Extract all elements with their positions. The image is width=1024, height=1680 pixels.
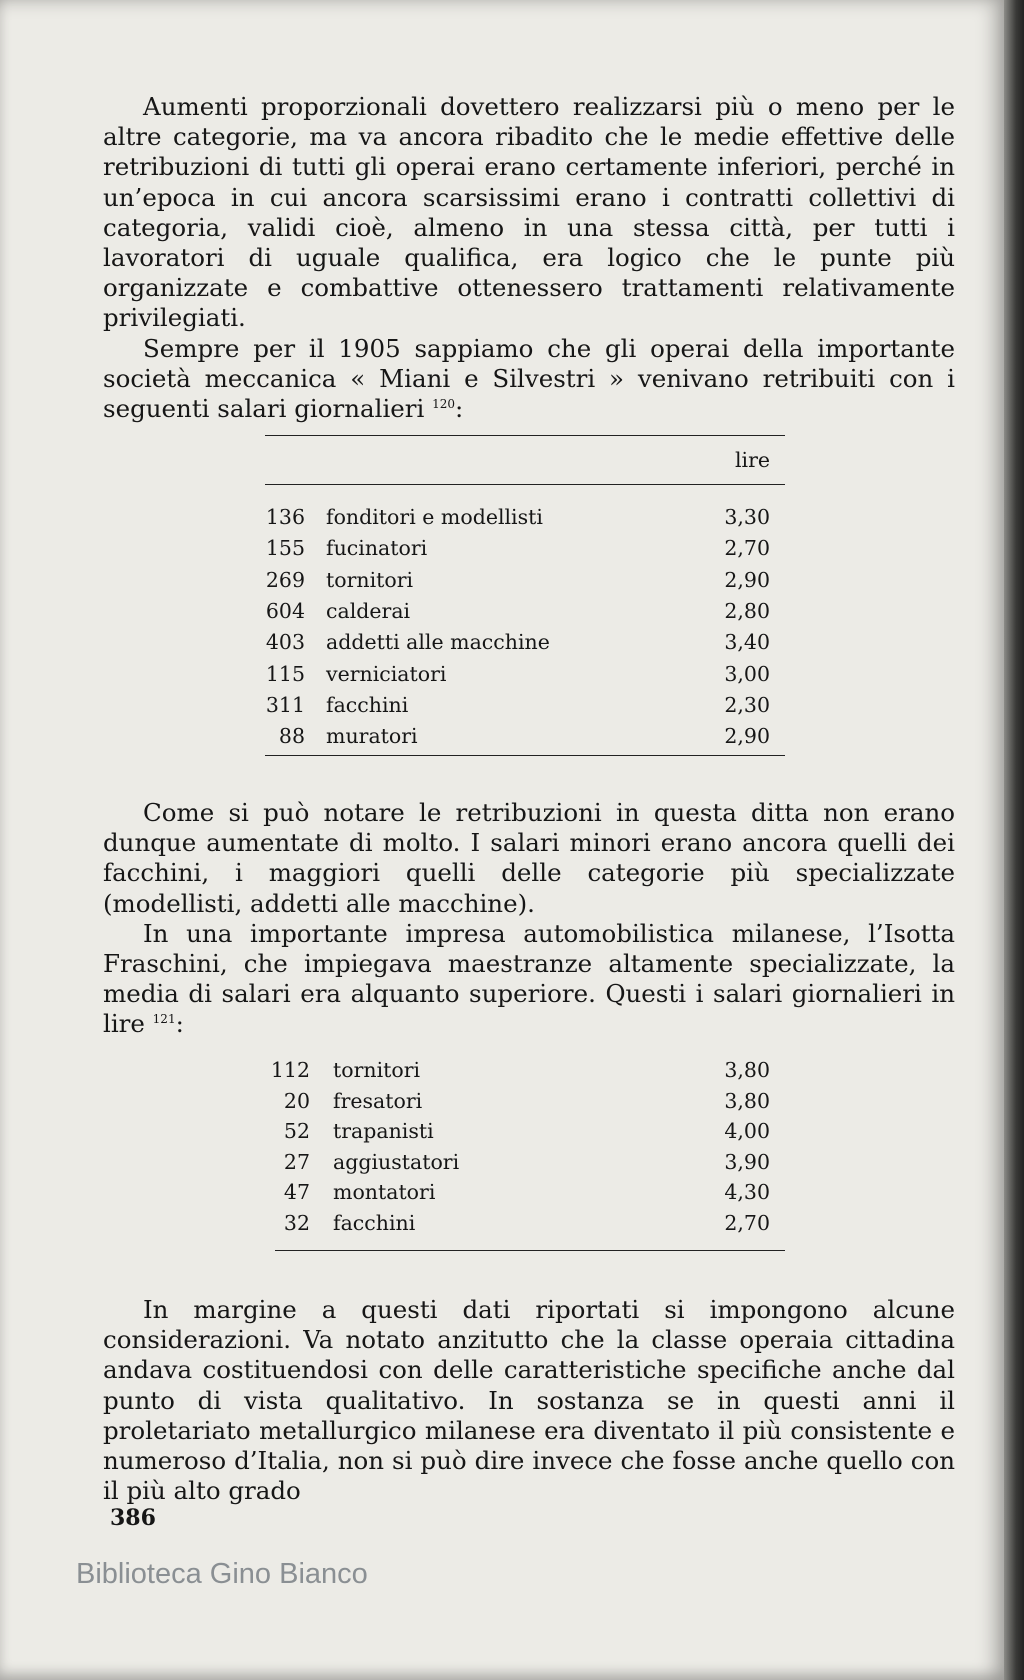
worker-count: 115: [265, 661, 305, 686]
table1-top-rule: [265, 435, 785, 436]
daily-wage: 2,70: [724, 536, 770, 561]
library-watermark: Biblioteca Gino Bianco: [76, 1558, 368, 1590]
worker-category: muratori: [326, 724, 418, 749]
paragraph-4: [103, 919, 955, 1040]
paragraph-5: In margine a questi dati riportati si impongono alcune considerazioni. Va notato anzitutto che la classe operaia cittadina andava costituendosi con delle caratteristiche specifiche anche dal punto di vista qualitativo. In sostanza se in questi anni il proletariato metallurgico milanese era diventato il più consistente e numeroso d’Italia, non si può dire invece che fosse anche quello con il più alto grado: [103, 1295, 955, 1506]
table1-header-lire: lire: [734, 448, 770, 472]
paragraph-1: Aumenti proporzionali dovettero realizzarsi più o meno per le altre categorie, ma va ancora ribadito che le medie effettive delle retribuzioni di tutti gli operai erano certamente inferiori, perché in un’epoca in cui ancora scarsissimi erano i contratti collettivi di categoria, validi cioè, almeno in una stessa città, per tutti i lavoratori di uguale qualifica, era logico che le punte più organizzate e combattive ottenessero trattamenti relativamente privilegiati.: [103, 92, 955, 333]
daily-wage: 4,00: [724, 1119, 770, 1143]
worker-count: 112: [270, 1058, 310, 1082]
worker-count: 403: [265, 630, 305, 655]
paragraph-2-end: :: [455, 394, 464, 424]
worker-category: fucinatori: [326, 536, 428, 561]
worker-count: 52: [283, 1119, 310, 1143]
worker-count: 27: [283, 1149, 310, 1174]
daily-wage: 3,30: [724, 505, 770, 529]
daily-wage: 2,70: [724, 1210, 770, 1235]
text-block-1: [103, 92, 955, 424]
worker-count: 155: [265, 536, 305, 561]
daily-wage: 2,30: [724, 692, 770, 717]
table1-header-rule: [265, 484, 785, 485]
text-block-3: [103, 1295, 955, 1506]
table1-bottom-rule: [265, 755, 785, 756]
worker-category: fonditori e modellisti: [326, 505, 543, 529]
worker-category: fresatori: [333, 1088, 423, 1113]
worker-category: aggiustatori: [333, 1149, 460, 1174]
daily-wage: 3,90: [724, 1149, 770, 1174]
paragraph-4-text: In una importante impresa automobilistica milanese, l’Isotta Fraschini, che impiegava maestranze altamente specializzate, la media di salari era alquanto superiore. Questi i salari giornalieri in lire: [103, 918, 955, 1039]
worker-count: 88: [278, 724, 305, 749]
worker-category: addetti alle macchine: [326, 630, 550, 655]
footnote-ref-120: 120: [432, 396, 456, 411]
worker-count: 32: [283, 1210, 310, 1235]
worker-count: 47: [283, 1180, 310, 1204]
worker-count: 604: [265, 598, 305, 623]
worker-count: 136: [265, 505, 305, 529]
paragraph-2-text: Sempre per il 1905 sappiamo che gli operai della importante società meccanica « Miani e Silvestri » venivano retribuiti con i seguenti salari giornalieri: [103, 333, 955, 424]
worker-count: 311: [265, 692, 305, 717]
footnote-ref-121: 121: [152, 1012, 176, 1027]
worker-category: tornitori: [326, 567, 414, 592]
paragraph-2: [103, 334, 955, 425]
daily-wage: 2,80: [724, 598, 770, 623]
worker-category: verniciatori: [326, 661, 447, 686]
daily-wage: 3,40: [724, 630, 770, 655]
daily-wage: 2,90: [724, 724, 770, 749]
worker-count: 20: [283, 1088, 310, 1113]
page-number: 386: [110, 1505, 156, 1531]
worker-count: 269: [265, 567, 305, 592]
worker-category: calderai: [326, 598, 411, 623]
paragraph-3: Come si può notare le retribuzioni in questa ditta non erano dunque aumentate di molto. I salari minori erano ancora quelli dei facchini, i maggiori quelli delle categorie più specializzate (modellisti, addetti alle macchine).: [103, 798, 955, 918]
daily-wage: 2,90: [724, 567, 770, 592]
worker-category: montatori: [333, 1180, 436, 1204]
page-edge: [1004, 0, 1024, 1680]
worker-category: facchini: [326, 692, 409, 717]
worker-category: trapanisti: [333, 1119, 434, 1143]
text-block-2: [103, 798, 955, 1040]
worker-category: tornitori: [333, 1058, 421, 1082]
worker-category: facchini: [333, 1210, 416, 1235]
daily-wage: 3,80: [724, 1058, 770, 1082]
table2-bottom-rule: [275, 1250, 785, 1251]
daily-wage: 3,80: [724, 1088, 770, 1113]
paragraph-4-end: :: [175, 1009, 184, 1039]
daily-wage: 4,30: [724, 1180, 770, 1204]
daily-wage: 3,00: [724, 661, 770, 686]
